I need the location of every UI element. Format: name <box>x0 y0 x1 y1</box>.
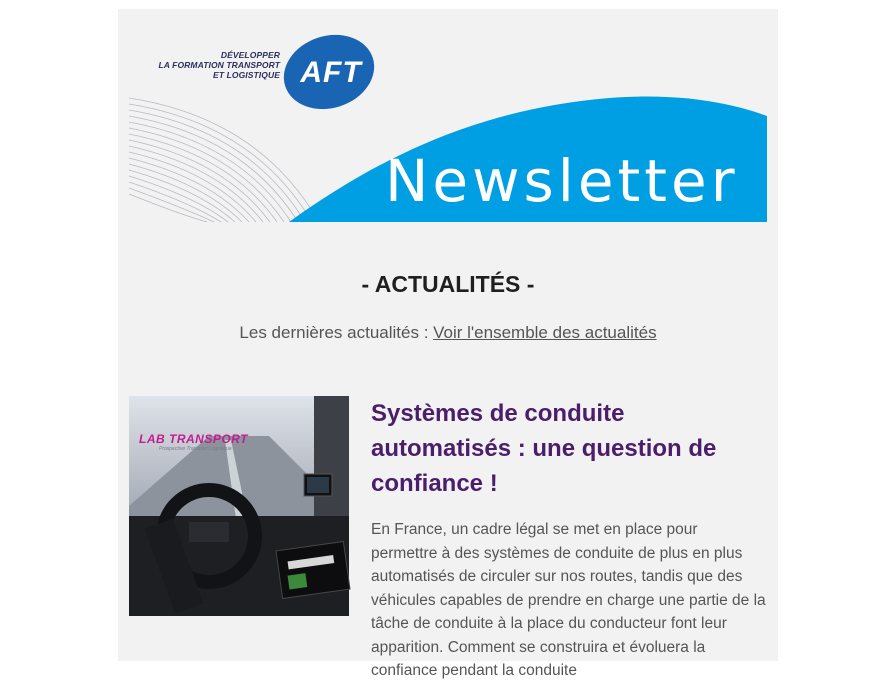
logo-tagline-line3: ET LOGISTIQUE <box>213 70 280 80</box>
all-news-link[interactable]: Voir l'ensemble des actualités <box>433 323 657 342</box>
lab-transport-label: LAB TRANSPORT <box>139 432 248 446</box>
logo-tagline-line1: DÉVELOPPER <box>220 50 280 60</box>
article-excerpt: En France, un cadre légal se met en place pour permettre à des systèmes de conduite de plus en plus automatisés de circuler sur nos routes, tandis que des véhicules capables de prendre en charge une partie de la tâche de conduite à la place du conducteur font leur apparition. Comment se construira et évoluera la confiance pendant la conduite <box>371 521 766 679</box>
lab-transport-sublabel: Prospective Transport Logistique <box>159 446 232 452</box>
newsletter-title: Newsletter <box>385 147 739 215</box>
logo-tagline-line2: LA FORMATION TRANSPORT <box>158 60 280 70</box>
article-image[interactable] <box>129 396 349 616</box>
news-intro-text: Les dernières actualités : <box>239 323 434 342</box>
logo-tagline <box>144 50 280 80</box>
decorative-arc-lines <box>129 98 319 222</box>
aft-logo-text: AFT <box>300 56 362 89</box>
section-title: - ACTUALITÉS - <box>361 271 535 297</box>
article-title[interactable]: Systèmes de conduite automatisés : une question de confiance ! <box>371 400 717 497</box>
newsletter-banner <box>129 20 767 222</box>
newsletter-email <box>118 9 778 679</box>
news-intro <box>118 321 778 345</box>
driving-simulator-illustration <box>129 396 349 616</box>
